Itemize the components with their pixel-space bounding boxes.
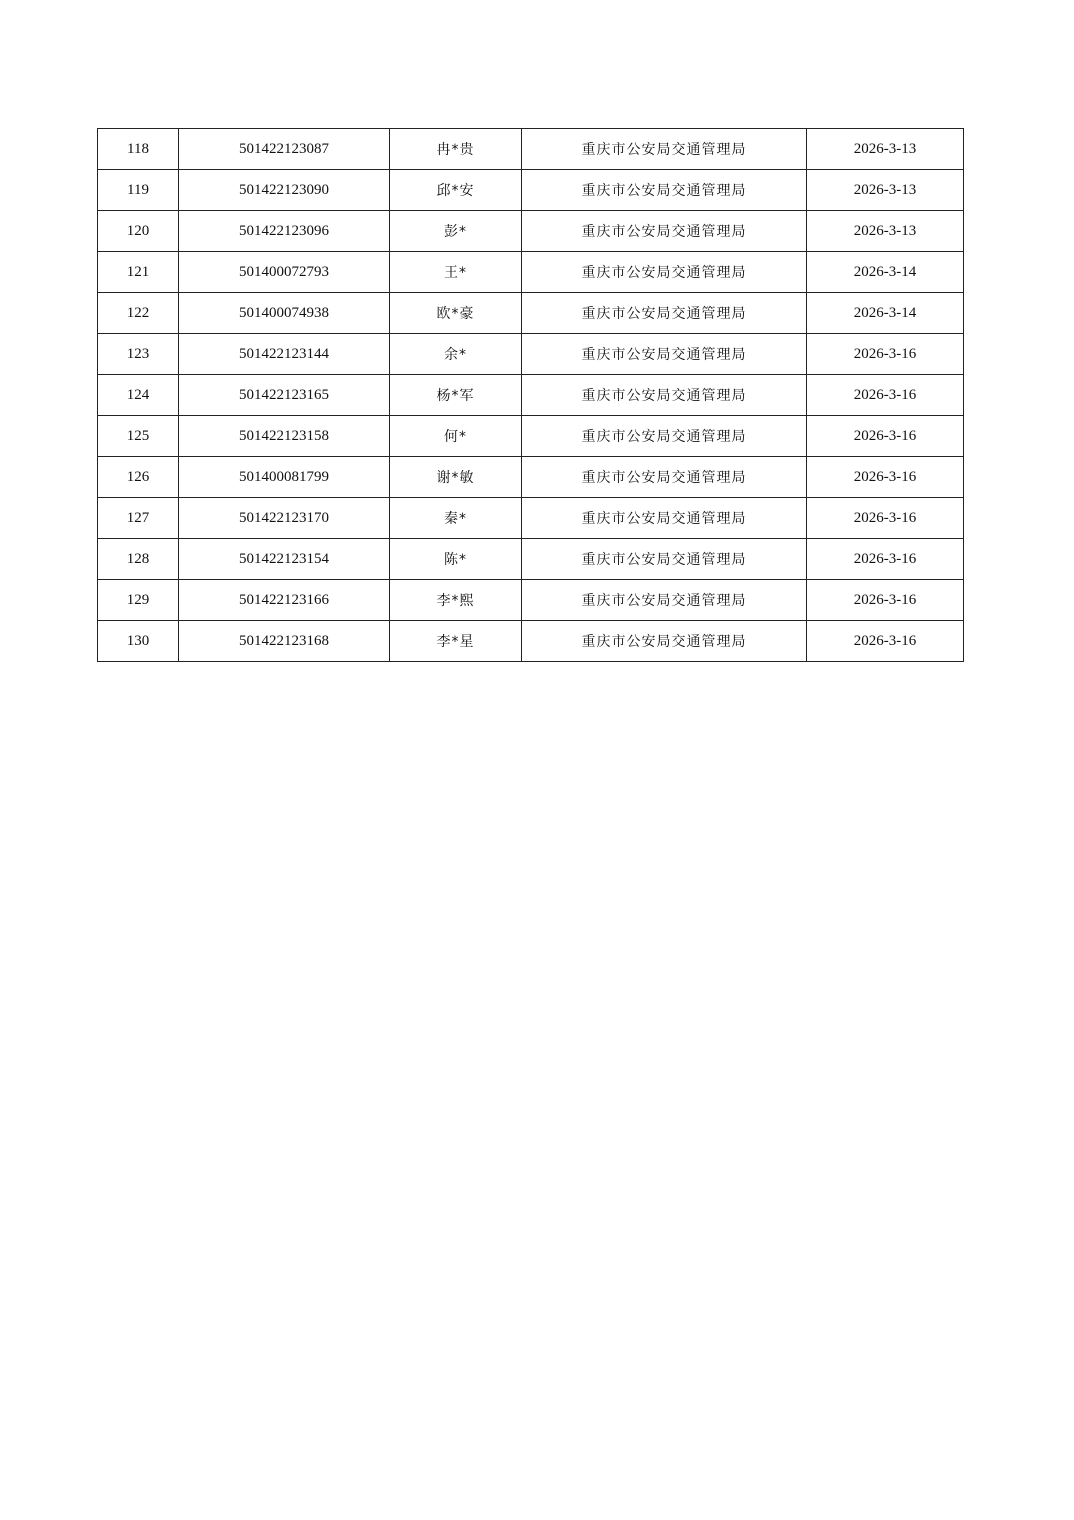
table-row [98, 334, 964, 375]
record-id: 501422123165 [179, 375, 390, 416]
person-name: 李*星 [390, 621, 522, 662]
person-name: 何* [390, 416, 522, 457]
row-number: 120 [98, 211, 179, 252]
person-name: 李*熙 [390, 580, 522, 621]
table-row [98, 580, 964, 621]
organization: 重庆市公安局交通管理局 [522, 539, 807, 580]
record-date: 2026-3-16 [807, 375, 964, 416]
person-name: 邱*安 [390, 170, 522, 211]
person-name: 秦* [390, 498, 522, 539]
row-number: 119 [98, 170, 179, 211]
organization: 重庆市公安局交通管理局 [522, 375, 807, 416]
organization: 重庆市公安局交通管理局 [522, 416, 807, 457]
row-number: 118 [98, 129, 179, 170]
row-number: 125 [98, 416, 179, 457]
record-id: 501422123166 [179, 580, 390, 621]
organization: 重庆市公安局交通管理局 [522, 621, 807, 662]
organization: 重庆市公安局交通管理局 [522, 293, 807, 334]
record-date: 2026-3-13 [807, 211, 964, 252]
table-row [98, 293, 964, 334]
record-date: 2026-3-13 [807, 129, 964, 170]
table-row [98, 498, 964, 539]
table-row [98, 621, 964, 662]
record-date: 2026-3-16 [807, 539, 964, 580]
person-name: 杨*军 [390, 375, 522, 416]
record-id: 501422123168 [179, 621, 390, 662]
organization: 重庆市公安局交通管理局 [522, 498, 807, 539]
record-date: 2026-3-16 [807, 498, 964, 539]
record-id: 501422123158 [179, 416, 390, 457]
row-number: 122 [98, 293, 179, 334]
record-id: 501422123170 [179, 498, 390, 539]
row-number: 124 [98, 375, 179, 416]
record-date: 2026-3-16 [807, 457, 964, 498]
record-id: 501422123144 [179, 334, 390, 375]
person-name: 冉*贵 [390, 129, 522, 170]
table-row [98, 129, 964, 170]
table-row [98, 252, 964, 293]
row-number: 128 [98, 539, 179, 580]
row-number: 123 [98, 334, 179, 375]
row-number: 126 [98, 457, 179, 498]
person-name: 谢*敏 [390, 457, 522, 498]
organization: 重庆市公安局交通管理局 [522, 252, 807, 293]
table-row [98, 539, 964, 580]
row-number: 129 [98, 580, 179, 621]
table-row [98, 416, 964, 457]
organization: 重庆市公安局交通管理局 [522, 334, 807, 375]
table-row [98, 457, 964, 498]
record-id: 501400081799 [179, 457, 390, 498]
person-name: 彭* [390, 211, 522, 252]
record-id: 501400072793 [179, 252, 390, 293]
table-row [98, 170, 964, 211]
record-id: 501422123096 [179, 211, 390, 252]
record-date: 2026-3-16 [807, 334, 964, 375]
table-row [98, 375, 964, 416]
record-table-body [98, 129, 964, 662]
person-name: 王* [390, 252, 522, 293]
record-id: 501422123090 [179, 170, 390, 211]
organization: 重庆市公安局交通管理局 [522, 170, 807, 211]
record-date: 2026-3-13 [807, 170, 964, 211]
table-row [98, 211, 964, 252]
record-table [97, 128, 964, 662]
record-date: 2026-3-16 [807, 416, 964, 457]
record-id: 501422123154 [179, 539, 390, 580]
person-name: 陈* [390, 539, 522, 580]
organization: 重庆市公安局交通管理局 [522, 129, 807, 170]
record-id: 501422123087 [179, 129, 390, 170]
person-name: 余* [390, 334, 522, 375]
record-date: 2026-3-14 [807, 252, 964, 293]
person-name: 欧*豪 [390, 293, 522, 334]
organization: 重庆市公安局交通管理局 [522, 211, 807, 252]
record-id: 501400074938 [179, 293, 390, 334]
record-date: 2026-3-16 [807, 621, 964, 662]
record-date: 2026-3-14 [807, 293, 964, 334]
record-date: 2026-3-16 [807, 580, 964, 621]
row-number: 121 [98, 252, 179, 293]
row-number: 127 [98, 498, 179, 539]
organization: 重庆市公安局交通管理局 [522, 580, 807, 621]
organization: 重庆市公安局交通管理局 [522, 457, 807, 498]
row-number: 130 [98, 621, 179, 662]
